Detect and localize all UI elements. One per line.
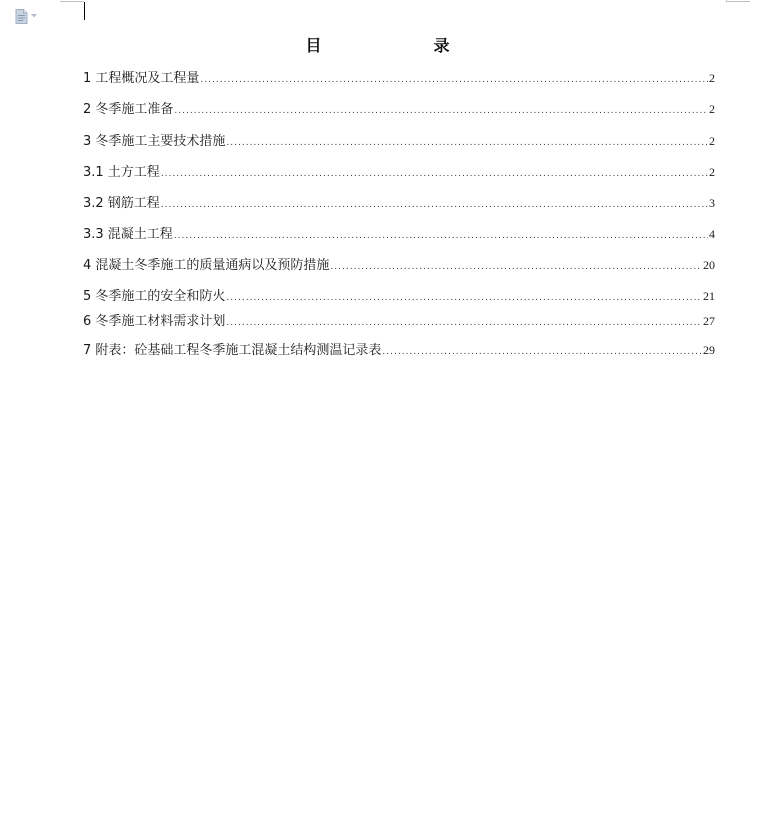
toc-entry-text: 3.2 钢筋工程 [83,196,160,211]
crop-mark-top-right [726,1,750,2]
chevron-down-icon [31,14,37,18]
toc-entry[interactable] [83,225,715,243]
toc-leader [174,102,708,120]
crop-mark-top-left [60,1,84,2]
paste-options-button[interactable] [15,8,45,24]
toc-page-number: 20 [703,258,715,272]
toc-leader [226,314,702,332]
toc-page-number: 2 [709,165,715,179]
toc-page-number: 21 [703,289,715,303]
crop-mark-top-right-vertical [726,0,727,2]
toc-entry-text: 1 工程概况及工程量 [83,71,200,86]
toc-leader [226,134,708,152]
toc-entry[interactable] [83,69,715,87]
toc-entry-text: 6 冬季施工材料需求计划 [83,314,226,329]
toc-entry-text: 2 冬季施工准备 [83,102,174,117]
toc-entry-text: 3.1 土方工程 [83,165,160,180]
toc-leader [382,343,702,361]
text-cursor [84,2,85,20]
toc-entry-text: 3.3 混凝土工程 [83,227,173,242]
toc-title: 目 录 [305,36,498,55]
toc-entry[interactable] [83,194,715,212]
toc-page-number: 2 [709,102,715,116]
toc-entry-text: 7 附表：砼基础工程冬季施工混凝土结构测温记录表 [83,343,382,358]
toc-entry[interactable] [83,163,715,181]
toc-entry[interactable] [83,287,715,305]
toc-entry[interactable] [83,312,715,330]
toc-entry[interactable] [83,100,715,118]
toc-leader [161,165,708,183]
toc-entry[interactable] [83,132,715,150]
toc-entry[interactable] [83,341,715,359]
toc-page-number: 3 [709,196,715,210]
toc-page-number: 4 [709,227,715,241]
toc-page-number: 29 [703,343,715,357]
toc-leader [161,196,708,214]
toc-entry-text: 3 冬季施工主要技术措施 [83,134,226,149]
toc-page-number: 2 [709,134,715,148]
toc-entry-text: 4 混凝土冬季施工的质量通病以及预防措施 [83,258,330,273]
toc-leader [174,227,708,245]
toc-entry-text: 5 冬季施工的安全和防火 [83,289,226,304]
paste-options-icon [15,9,28,24]
toc-leader [226,289,702,307]
toc-entry[interactable] [83,256,715,274]
toc-page-number: 27 [703,314,715,328]
toc-leader [330,258,702,276]
toc-leader [200,71,708,89]
toc-page-number: 2 [709,71,715,85]
